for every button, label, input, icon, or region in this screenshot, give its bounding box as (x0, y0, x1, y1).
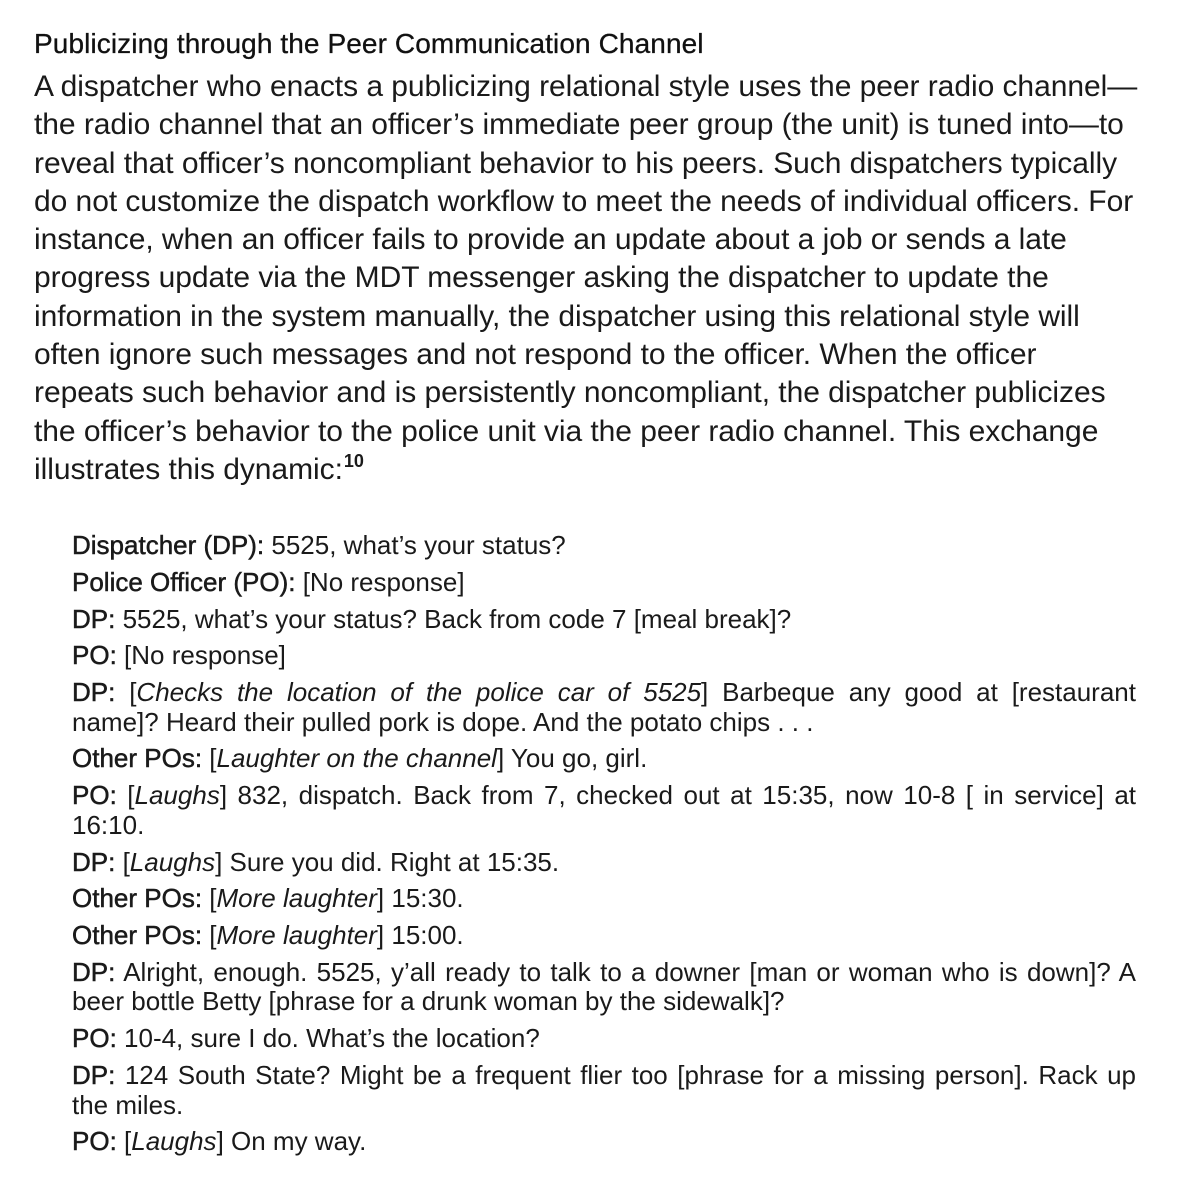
speaker-label: Other POs: (72, 743, 203, 774)
dialog-line (72, 848, 1136, 878)
utterance-text: [ (115, 846, 130, 877)
utterance-text: ] 832, dispatch. Back from 7, checked out at 15:35, now 10-8 [ in service] at 16:10. (72, 780, 1136, 840)
utterance-text: Alright, enough. 5525, y’all ready to talk to a downer [man or woman who is down]? A beer bottle Betty [phrase for a drunk woman by the sidewalk]? (72, 956, 1136, 1017)
utterance-text: [ (116, 780, 135, 811)
utterance-text: 10-4, sure I do. What’s the location? (116, 1023, 540, 1054)
speaker-label: DP: (72, 956, 116, 987)
utterance-text: [ (115, 677, 137, 708)
speaker-label: Dispatcher (DP): (72, 530, 265, 560)
dialog-line (72, 744, 1136, 774)
utterance-text: 5525, what’s your status? (264, 530, 566, 560)
stage-direction: Laughs (129, 846, 216, 877)
utterance-text: [ (202, 743, 217, 774)
stage-direction: Checks the location of the police car of 5525 (136, 677, 702, 708)
dialog-line (72, 921, 1136, 951)
utterance-text: ] 15:00. (376, 920, 464, 951)
utterance-text: 5525, what’s your status? Back from code 7 [meal break]? (115, 603, 792, 634)
speaker-label: PO: (72, 780, 117, 811)
speaker-label: PO: (72, 1023, 117, 1054)
speaker-label: PO: (72, 640, 117, 671)
speaker-label: DP: (72, 677, 116, 708)
stage-direction: Laughs (134, 780, 220, 811)
stage-direction: More laughter (216, 920, 377, 951)
dialog-line (72, 1061, 1136, 1120)
dialog-line (72, 531, 1136, 561)
document-page (34, 24, 1139, 489)
dialog-line (72, 1024, 1136, 1054)
dialog-line (72, 958, 1136, 1017)
dialog-line (72, 1127, 1136, 1157)
section-heading: Publicizing through the Peer Communication Channel (34, 28, 704, 59)
speaker-label: DP: (72, 846, 116, 877)
speaker-label: Police Officer (PO): (72, 566, 296, 597)
utterance-text: ] On my way. (216, 1126, 367, 1157)
utterance-text: [ (202, 883, 217, 914)
dialog-line (72, 641, 1136, 671)
speaker-label: DP: (72, 1060, 116, 1091)
speaker-label: DP: (72, 603, 116, 634)
stage-direction: Laughs (131, 1126, 217, 1157)
dialog-line (72, 605, 1136, 635)
speaker-label: Other POs: (72, 883, 203, 914)
dialog-line (72, 884, 1136, 914)
dialog-line (72, 781, 1136, 840)
speaker-label: Other POs: (72, 920, 203, 951)
utterance-text: ] Barbeque any good at [restaurant name]? Heard their pulled pork is dope. And the potato chips . . . (72, 677, 1136, 737)
utterance-text: ] 15:30. (376, 883, 464, 914)
utterance-text: [No response] (295, 566, 465, 597)
dialog-line (72, 568, 1136, 598)
utterance-text: [ (116, 1126, 132, 1157)
speaker-label: PO: (72, 1126, 117, 1157)
dialog-transcript (72, 531, 1136, 1164)
utterance-text: [No response] (116, 640, 286, 671)
utterance-text: 124 South State? Might be a frequent flier too [phrase for a missing person]. Rack up the miles. (72, 1060, 1136, 1120)
body-paragraph (34, 68, 1139, 489)
paragraph-text: A dispatcher who enacts a publicizing relational style uses the peer radio channel—the radio channel that an officer’s immediate peer group (the unit) is tuned into—to reveal that officer’s noncompliant behavior to his peers. Such dispatchers typically do not customize the dispatch workflow to meet the needs of individual officers. For instance, when an officer fails to provide an update about a job or sends a late progress update via the MDT messenger asking the dispatcher to update the information in the system manually, the dispatcher using this relational style will often ignore such messages and not respond to the officer. When the officer repeats such behavior and is persistently noncompliant, the dispatcher publicizes the officer’s behavior to the police unit via the peer radio channel. This exchange illustrates this dynamic: (34, 70, 1138, 486)
dialog-line (72, 678, 1136, 737)
stage-direction: More laughter (216, 883, 377, 914)
utterance-text: [ (202, 920, 217, 951)
utterance-text: ] Sure you did. Right at 15:35. (215, 846, 560, 877)
utterance-text: ] You go, girl. (496, 743, 648, 774)
stage-direction: Laughter on the channel (216, 743, 497, 774)
footnote-marker: 10 (343, 450, 364, 471)
